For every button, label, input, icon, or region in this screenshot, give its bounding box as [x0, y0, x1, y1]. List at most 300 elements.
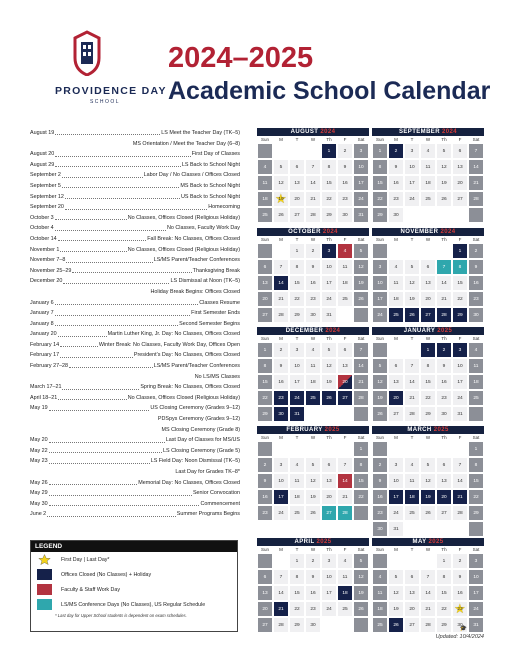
event-row: [30, 192, 240, 203]
day-number: 25: [310, 395, 316, 401]
day-number: 31: [457, 411, 463, 417]
day-cell: [353, 441, 369, 457]
day-cell: [404, 275, 420, 291]
day-cell: [289, 259, 305, 275]
event-date: August 20: [30, 151, 55, 158]
day-cell: [321, 473, 337, 489]
empty-day: [468, 521, 484, 537]
day-number: 19: [377, 395, 383, 401]
event-row: [30, 213, 240, 224]
event-date: May 19: [30, 405, 48, 412]
day-number: 31: [358, 212, 364, 218]
day-cell: [388, 505, 404, 521]
day-number: 18: [294, 494, 300, 500]
day-cell: [468, 159, 484, 175]
day-cell: [404, 585, 420, 601]
day-cell: [388, 159, 404, 175]
day-number: 25: [425, 196, 431, 202]
day-number: 18: [342, 280, 348, 286]
school-logo: [55, 30, 167, 105]
dot-leader: [65, 202, 207, 209]
day-cell: [257, 585, 273, 601]
day-cell: [289, 374, 305, 390]
day-cell: [420, 390, 436, 406]
day-cell: [404, 569, 420, 585]
empty-day: [372, 342, 388, 358]
day-cell: [372, 521, 388, 537]
day-number: 10: [358, 164, 364, 170]
day-cell: [404, 617, 420, 633]
day-cell: [353, 358, 369, 374]
day-cell: [404, 259, 420, 275]
day-cell: [372, 601, 388, 617]
days-grid: [257, 243, 369, 323]
day-cell: [404, 159, 420, 175]
day-cell: [337, 275, 353, 291]
day-cell: [273, 275, 289, 291]
dot-leader: [60, 340, 98, 347]
day-number: 7: [359, 347, 363, 353]
day-cell: [273, 457, 289, 473]
empty-day: [353, 505, 369, 521]
weekday-label: Sat: [472, 336, 480, 341]
day-cell: [305, 473, 321, 489]
day-cell: [372, 617, 388, 633]
empty-day: [257, 243, 273, 259]
day-cell: [305, 207, 321, 223]
weekday-label: T: [295, 137, 299, 142]
day-number: 2: [458, 558, 462, 564]
day-cell: [404, 358, 420, 374]
day-number: 24: [409, 196, 415, 202]
day-cell: [452, 143, 468, 159]
event-row: [30, 202, 240, 213]
month-name: NOVEMBER: [400, 229, 439, 235]
day-cell: [420, 342, 436, 358]
event-date: October 14: [30, 235, 57, 242]
event-row: [30, 128, 240, 139]
day-number: 5: [442, 148, 446, 154]
day-cell: [436, 473, 452, 489]
event-description: Martin Luther King, Jr. Day: No Classes, Offices Closed: [107, 331, 240, 338]
day-cell: [337, 601, 353, 617]
day-cell: [353, 569, 369, 585]
day-number: 11: [310, 363, 316, 369]
day-number: 3: [279, 462, 283, 468]
event-date: May 30: [30, 500, 48, 507]
day-cell: [273, 374, 289, 390]
day-number: 9: [311, 574, 315, 580]
day-number: 16: [441, 379, 447, 385]
day-cell: [353, 243, 369, 259]
day-number: 13: [409, 590, 415, 596]
weekday-label: F: [343, 435, 347, 440]
empty-day: [372, 441, 388, 457]
day-cell: [289, 291, 305, 307]
month-header: [257, 538, 369, 546]
day-number: 24: [294, 395, 300, 401]
day-number: 12: [393, 590, 399, 596]
day-cell: [353, 473, 369, 489]
day-cell: [321, 259, 337, 275]
day-cell: [372, 569, 388, 585]
day-cell: [321, 307, 337, 323]
empty-day: [404, 243, 420, 259]
event-date: November 1: [30, 246, 60, 253]
day-number: 10: [326, 264, 332, 270]
event-description: Commencement: [200, 500, 240, 507]
day-number: 15: [326, 180, 332, 186]
day-cell: [273, 505, 289, 521]
day-number: 27: [262, 312, 268, 318]
day-number: 17: [294, 379, 300, 385]
dot-leader: [49, 403, 150, 410]
closed-swatch: [37, 569, 52, 580]
month-name: DECEMBER: [285, 328, 324, 334]
day-number: 19: [310, 494, 316, 500]
day-cell: [353, 143, 369, 159]
day-cell: [436, 159, 452, 175]
day-number: 5: [327, 347, 331, 353]
day-cell: [404, 175, 420, 191]
event-date: February 14: [30, 341, 60, 348]
month-header: [372, 228, 484, 236]
day-number: 2: [474, 248, 478, 254]
empty-day: [257, 143, 273, 159]
day-number: 26: [358, 606, 364, 612]
day-number: 10: [377, 280, 383, 286]
day-cell: [372, 307, 388, 323]
month-calendar-april: [257, 538, 369, 633]
day-cell: [321, 489, 337, 505]
day-number: 15: [294, 280, 300, 286]
event-row: [30, 245, 240, 256]
event-row: [30, 488, 240, 499]
weekday-label: T: [410, 237, 414, 242]
day-number: 6: [263, 574, 267, 580]
day-cell: [289, 505, 305, 521]
day-number: 1: [327, 148, 331, 154]
day-number: 6: [327, 462, 331, 468]
day-cell: [452, 307, 468, 323]
day-cell: [436, 175, 452, 191]
dot-leader: [47, 509, 176, 516]
day-cell: [321, 390, 337, 406]
day-cell: [289, 553, 305, 569]
day-number: 25: [473, 395, 479, 401]
day-cell: [305, 553, 321, 569]
day-number: 24: [278, 510, 284, 516]
day-cell: [404, 143, 420, 159]
weekday-label: W: [310, 336, 316, 341]
dot-leader: [66, 255, 152, 262]
day-number: 22: [294, 296, 300, 302]
day-cell: [321, 159, 337, 175]
weekday-label: Sun: [260, 547, 269, 552]
day-cell: [289, 601, 305, 617]
day-number: 18: [425, 180, 431, 186]
day-number: 2: [378, 462, 382, 468]
day-cell: [257, 505, 273, 521]
day-cell: [257, 175, 273, 191]
month-year: 2025: [428, 539, 444, 545]
event-description: Thanksgiving Break: [192, 267, 240, 274]
day-number: 2: [442, 347, 446, 353]
event-description: No Classes, Faculty Work Day: [167, 225, 240, 232]
event-description: No Classes, Offices Closed (Religious Holiday): [127, 214, 240, 221]
day-number: 13: [457, 164, 463, 170]
day-cell: [388, 406, 404, 422]
day-number: 22: [358, 494, 364, 500]
event-row: [30, 160, 240, 171]
day-cell: [289, 207, 305, 223]
event-description: LS Dismissal at Noon (TK–5): [170, 278, 240, 285]
weekday-label: Sat: [357, 435, 365, 440]
day-number: 13: [326, 478, 332, 484]
month-year: 2025: [316, 539, 332, 545]
day-cell: [436, 390, 452, 406]
event-row: [30, 139, 240, 150]
events-list: [30, 128, 240, 520]
day-cell: [305, 291, 321, 307]
day-cell: [353, 175, 369, 191]
day-cell: [305, 358, 321, 374]
day-number: 8: [295, 264, 299, 270]
day-number: 12: [358, 574, 364, 580]
dot-leader: [49, 499, 200, 506]
day-number: 19: [409, 296, 415, 302]
day-number: 27: [326, 510, 332, 516]
day-number: 20: [342, 379, 348, 385]
days-grid: [372, 441, 484, 537]
weekday-label: Sun: [375, 435, 384, 440]
day-number: 4: [311, 347, 315, 353]
event-row: [30, 319, 240, 330]
day-number: 18: [393, 296, 399, 302]
day-cell: [273, 259, 289, 275]
weekday-header: [372, 335, 484, 342]
weekday-label: Sun: [260, 435, 269, 440]
weekday-label: T: [295, 547, 299, 552]
day-number: 29: [457, 312, 463, 318]
day-cell: [257, 191, 273, 207]
event-description: LS/MS Parent/Teacher Conferences: [153, 257, 240, 264]
day-number: 5: [410, 264, 414, 270]
day-cell: [452, 342, 468, 358]
day-cell: [404, 307, 420, 323]
event-description: No Classes, Offices Closed (Religious Holiday): [127, 246, 240, 253]
day-cell: [321, 374, 337, 390]
month-year: 2024: [320, 129, 336, 135]
day-number: 26: [310, 510, 316, 516]
day-number: 8: [263, 363, 267, 369]
weekday-label: Sun: [375, 336, 384, 341]
weekday-label: Th: [441, 137, 447, 142]
empty-day: [420, 243, 436, 259]
day-cell: [289, 342, 305, 358]
event-date: March 17–21: [30, 384, 62, 391]
day-number: 10: [473, 574, 479, 580]
day-number: 7: [279, 264, 283, 270]
day-cell: [468, 617, 484, 633]
day-number: 22: [377, 196, 383, 202]
day-cell: [388, 457, 404, 473]
event-description: Fall Break: No Classes, Offices Closed: [147, 235, 240, 242]
day-number: 25: [342, 606, 348, 612]
day-number: 9: [442, 363, 446, 369]
day-number: 28: [278, 312, 284, 318]
month-header: [257, 228, 369, 236]
weekday-header: [372, 434, 484, 441]
empty-day: [404, 342, 420, 358]
day-number: 5: [394, 574, 398, 580]
day-number: 20: [441, 494, 447, 500]
day-cell: [388, 275, 404, 291]
weekday-label: W: [425, 547, 431, 552]
day-cell: [273, 489, 289, 505]
day-number: 22: [457, 296, 463, 302]
day-cell: [257, 489, 273, 505]
day-cell: [321, 569, 337, 585]
day-number: 29: [473, 510, 479, 516]
event-row: [30, 223, 240, 234]
month-calendar-november: [372, 228, 484, 323]
empty-day: [388, 243, 404, 259]
day-number: 25: [342, 296, 348, 302]
day-number: 6: [410, 574, 414, 580]
event-description: No Classes, Offices Closed (Religious Holiday): [127, 394, 240, 401]
dot-leader: [55, 160, 181, 167]
day-number: 25: [377, 622, 383, 628]
month-calendar-may: [372, 538, 484, 633]
day-cell: [305, 175, 321, 191]
weekday-label: F: [458, 336, 462, 341]
day-cell: [388, 390, 404, 406]
dot-leader: [55, 128, 160, 135]
weekday-label: Th: [441, 547, 447, 552]
day-number: 19: [393, 606, 399, 612]
empty-day: [321, 617, 337, 633]
event-date: November 25–29: [30, 267, 72, 274]
day-cell: [468, 291, 484, 307]
day-cell: [337, 159, 353, 175]
day-number: 15: [457, 280, 463, 286]
day-cell: [289, 243, 305, 259]
day-cell: [337, 457, 353, 473]
day-number: 22: [294, 606, 300, 612]
weekday-label: Sun: [375, 237, 384, 242]
day-number: 30: [310, 312, 316, 318]
day-number: 3: [327, 558, 331, 564]
event-description: Last Day for Grades TK–8*: [175, 469, 240, 475]
days-grid: [372, 553, 484, 633]
day-number: 28: [441, 312, 447, 318]
day-number: 8: [378, 164, 382, 170]
dot-leader: [55, 223, 166, 230]
day-cell: [372, 390, 388, 406]
empty-day: [257, 553, 273, 569]
day-cell: [337, 291, 353, 307]
day-cell: [436, 569, 452, 585]
day-cell: [289, 473, 305, 489]
day-cell: [404, 601, 420, 617]
weekday-label: Sun: [260, 237, 269, 242]
weekday-label: Sun: [260, 137, 269, 142]
day-number: 19: [425, 494, 431, 500]
day-number: 22: [441, 606, 447, 612]
day-number: 7: [426, 574, 430, 580]
day-cell: [452, 617, 468, 633]
day-cell: [289, 159, 305, 175]
day-number: 19: [358, 280, 364, 286]
day-number: 15: [425, 379, 431, 385]
weekday-label: M: [279, 237, 283, 242]
day-cell: [257, 406, 273, 422]
day-number: 30: [473, 312, 479, 318]
day-cell: [321, 342, 337, 358]
event-date: February 17: [30, 352, 60, 359]
empty-day: [452, 521, 468, 537]
day-cell: [388, 473, 404, 489]
day-cell: [257, 342, 273, 358]
dot-leader: [55, 213, 127, 220]
day-number: 26: [278, 212, 284, 218]
day-cell: [388, 358, 404, 374]
day-number: 23: [278, 395, 284, 401]
event-row: [30, 478, 240, 489]
day-number: 24: [358, 196, 364, 202]
event-date: September 5: [30, 182, 61, 189]
day-number: 18: [262, 196, 268, 202]
day-cell: [436, 143, 452, 159]
day-cell: [257, 569, 273, 585]
day-cell: [353, 342, 369, 358]
day-cell: [420, 505, 436, 521]
weekday-header: [257, 136, 369, 143]
day-number: 6: [458, 148, 462, 154]
weekday-label: T: [410, 137, 414, 142]
day-number: 10: [393, 478, 399, 484]
day-cell: [452, 175, 468, 191]
day-number: 28: [358, 395, 364, 401]
day-number: 16: [457, 590, 463, 596]
day-cell: [436, 553, 452, 569]
day-number: 20: [262, 606, 268, 612]
legend-label: Offices Closed (No Classes) + Holiday: [61, 571, 152, 578]
day-number: 2: [394, 148, 398, 154]
weekday-label: Th: [441, 435, 447, 440]
day-cell: [372, 259, 388, 275]
day-cell: [321, 143, 337, 159]
dot-leader: [49, 488, 192, 495]
empty-day: [321, 406, 337, 422]
day-number: 27: [441, 510, 447, 516]
day-number: 11: [425, 164, 431, 170]
event-row: [30, 350, 240, 361]
day-number: 14: [409, 379, 415, 385]
month-calendar-december: [257, 327, 369, 422]
empty-day: [353, 617, 369, 633]
day-number: 11: [473, 363, 479, 369]
day-number: 26: [393, 622, 399, 628]
day-number: 18: [473, 379, 479, 385]
event-description: President's Day: No Classes, Offices Closed: [133, 352, 240, 359]
day-number: 4: [263, 164, 267, 170]
day-number: 6: [295, 164, 299, 170]
day-number: 25: [393, 312, 399, 318]
day-number: 5: [359, 558, 363, 564]
day-cell: [257, 291, 273, 307]
